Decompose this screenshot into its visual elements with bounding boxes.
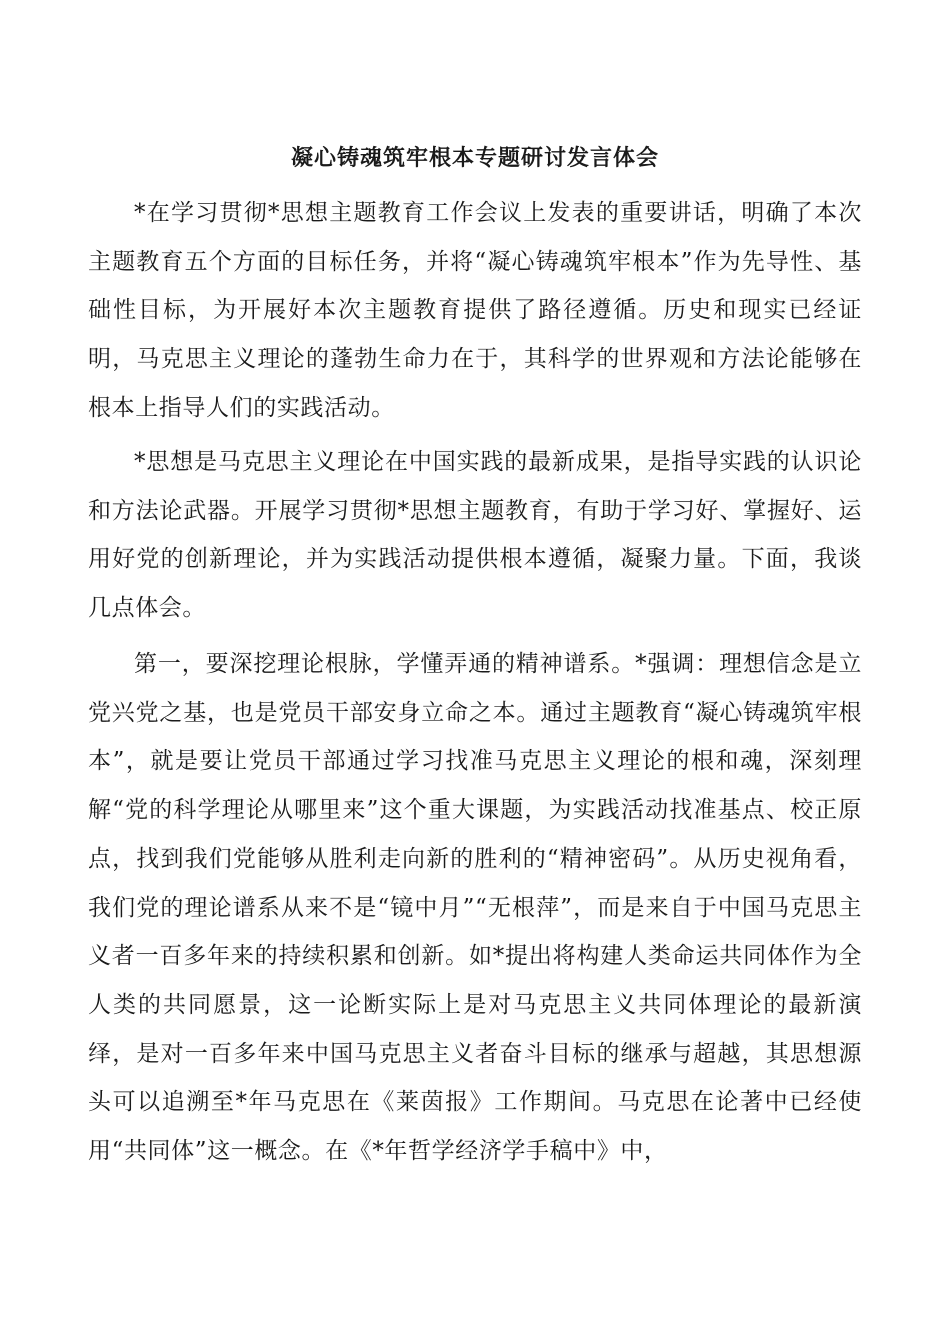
paragraph-2: *思想是马克思主义理论在中国实践的最新成果，是指导实践的认识论和方法论武器。开展学习贯彻*思想主题教育，有助于学习好、掌握好、运用好党的创新理论，并为实践活动提供根本遵循，凝聚力量。下面，我谈几点体会。 [88, 449, 862, 622]
paragraph-3: 第一，要深挖理论根脉，学懂弄通的精神谱系。*强调：理想信念是立党兴党之基，也是党员干部安身立命之本。通过主题教育“凝心铸魂筑牢根本”，就是要让党员干部通过学习找准马克思主义理论的根和魂，深刻理解“党的科学理论从哪里来”这个重大课题，为实践活动找准基点、校正原点，找到我们党能够从胜利走向新的胜利的“精神密码”。从历史视角看，我们党的理论谱系从来不是“镜中月”“无根萍”，而是来自于中国马克思主义者一百多年来的持续积累和创新。如*提出将构建人类命运共同体作为全人类的共同愿景，这一论断实际上是对马克思主义共同体理论的最新演绎，是对一百多年来中国马克思主义者奋斗目标的继承与超越，其思想源头可以追溯至*年马克思在《莱茵报》工作期间。马克思在论著中已经使用“共同体”这一概念。在《*年哲学经济学手稿中》中， [88, 651, 862, 1165]
document-title: 凝心铸魂筑牢根本专题研讨发言体会 [290, 145, 659, 171]
paragraph-1: *在学习贯彻*思想主题教育工作会议上发表的重要讲话，明确了本次主题教育五个方面的目标任务，并将“凝心铸魂筑牢根本”作为先导性、基础性目标，为开展好本次主题教育提供了路径遵循。历史和现实已经证明，马克思主义理论的蓬勃生命力在于，其科学的世界观和方法论能够在根本上指导人们的实践活动。 [88, 200, 862, 421]
